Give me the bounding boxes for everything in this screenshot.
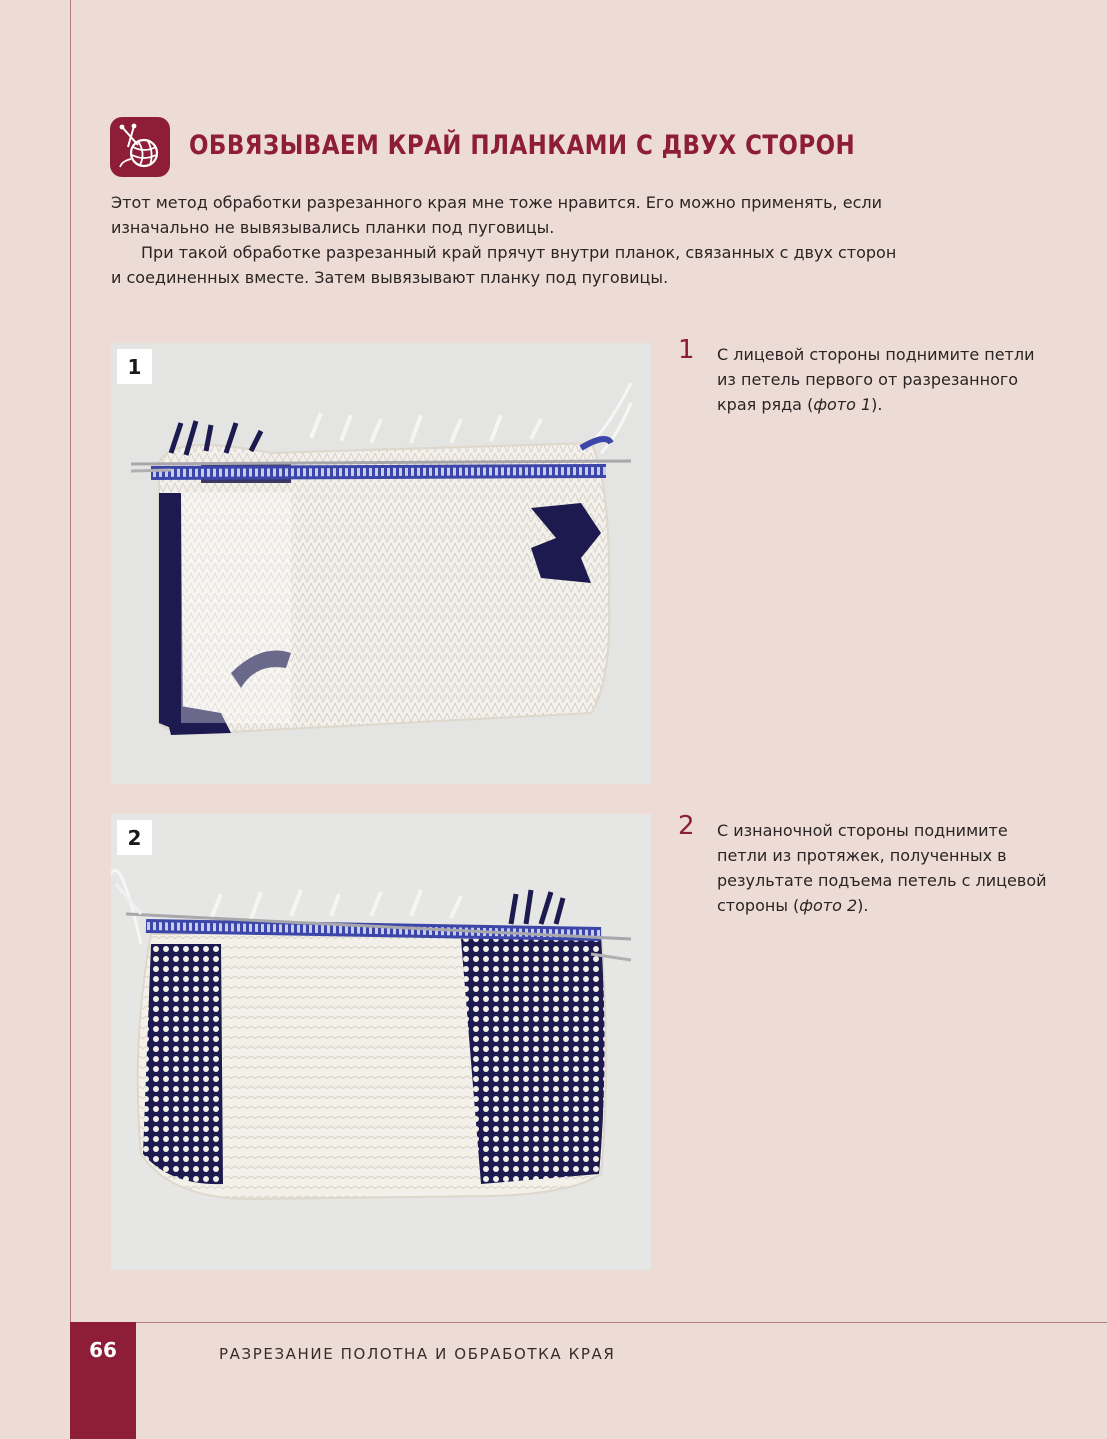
step-1-photo-ref: фото 1 xyxy=(813,395,872,414)
step-2-photo-ref: фото 2 xyxy=(799,896,858,915)
intro-text xyxy=(111,190,911,290)
step-2-number: 2 xyxy=(678,811,695,841)
knitted-swatch-front-image xyxy=(111,343,651,784)
step-1-text xyxy=(717,342,1047,417)
intro-paragraph-2: При такой обработке разрезанный край прячут внутри планок, связанных с двух сторон и соединенных вместе. Затем вывязывают планку под пуговицы. xyxy=(111,243,897,287)
step-2-tail: ). xyxy=(857,896,869,915)
margin-rule xyxy=(70,0,71,1322)
knitted-swatch-back-image xyxy=(111,814,651,1270)
page-number: 66 xyxy=(89,1338,117,1362)
section-title: ОБВЯЗЫВАЕМ КРАЙ ПЛАНКАМИ С ДВУХ СТОРОН xyxy=(189,130,856,161)
photo-1-label: 1 xyxy=(117,349,152,384)
running-head: РАЗРЕЗАНИЕ ПОЛОТНА И ОБРАБОТКА КРАЯ xyxy=(219,1345,616,1363)
yarn-ball-icon xyxy=(110,117,170,177)
step-2-body: С изнаночной стороны поднимите петли из протяжек, полученных в результате подъема петель с лицевой стороны ( xyxy=(717,821,1047,915)
photo-2 xyxy=(111,814,651,1270)
footer-rule xyxy=(70,1322,1107,1323)
step-1-number: 1 xyxy=(678,335,695,365)
step-1-body: С лицевой стороны поднимите петли из петель первого от разрезанного края ряда ( xyxy=(717,345,1035,414)
photo-1 xyxy=(111,343,651,784)
step-1-tail: ). xyxy=(871,395,883,414)
photo-2-label: 2 xyxy=(117,820,152,855)
intro-paragraph-1: Этот метод обработки разрезанного края мне тоже нравится. Его можно применять, если изначально не вывязывались планки под пуговицы. xyxy=(111,193,882,237)
step-2-text xyxy=(717,818,1047,918)
